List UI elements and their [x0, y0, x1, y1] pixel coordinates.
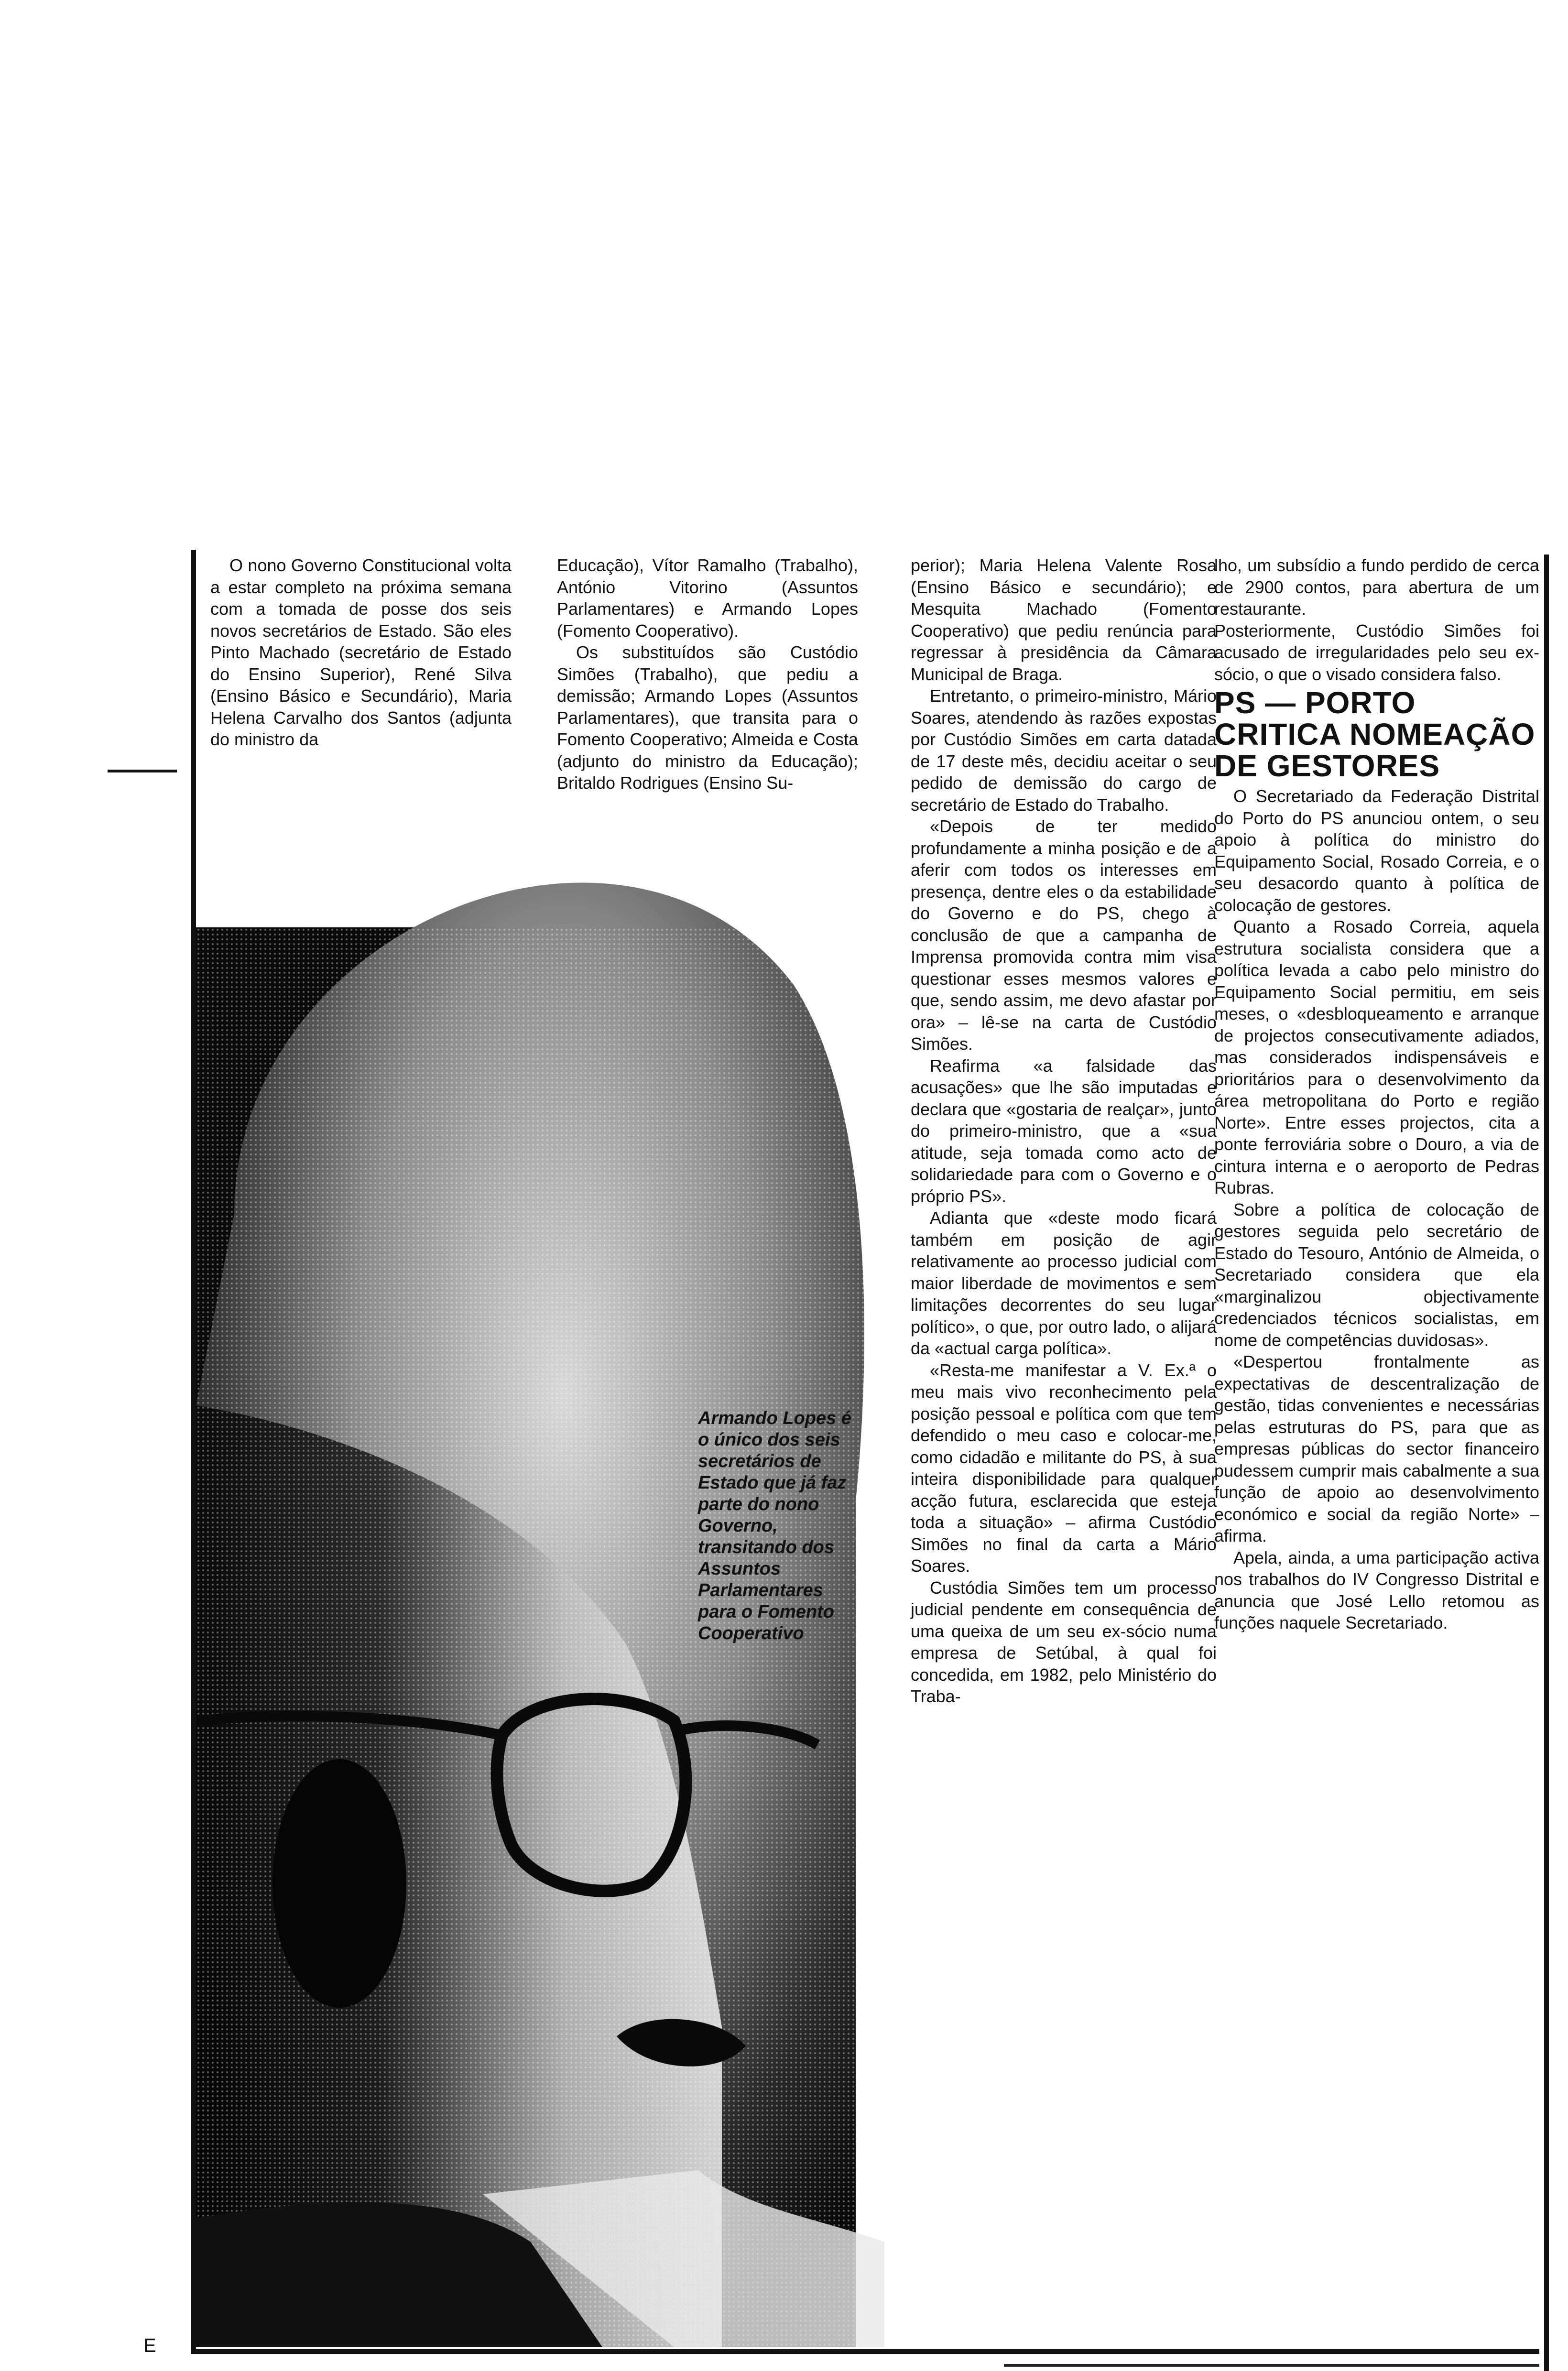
margin-dash [108, 770, 177, 772]
paragraph: Entretanto, o primeiro-ministro, Mário Soares, atendendo às razões expostas por Custódio Simões em carta datada de 17 deste mês, decidiu aceitar o seu pedido de demissão do cargo de secretário de Estado do Trabalho. [911, 686, 1217, 815]
paragraph: lho, um subsídio a fundo perdido de cerca de 2900 contos, para abertura de um restaurante. [1214, 555, 1539, 619]
article-column-4 [1214, 555, 1539, 1634]
paragraph: O Secretariado da Federação Distrital do Porto do PS anunciou ontem, o seu apoio à política do ministro do Equipamento Social, Rosado Correia, e o seu desacordo quanto à política de colocação de gestores. [1214, 786, 1539, 915]
article-column-1 [210, 555, 512, 750]
paragraph: Quanto a Rosado Correia, aquela estrutura socialista considera que a política levada a cabo pelo ministro do Equipamento Social permitiu, em seis meses, o «desbloqueamento e arranque de projectos consecutivamente adiados, mas considerados indispensáveis e prioritários para o desenvolvimento da área metropolitana do Porto e região Norte». Entre esses projectos, cita a ponte ferroviária sobre o Douro, a via de cintura interna e o aeroporto de Pedras Rubras. [1214, 917, 1539, 1197]
paragraph: «Depois de ter medido profundamente a minha posição e de a aferir com todos os interesses em presença, dentre eles o da estabilidade do Governo e do PS, chego à conclusão de que a campanha de Imprensa promovida contra mim visa questionar esses mesmos valores e que, sendo assim, me devo afastar por ora» – lê-se na carta de Custódio Simões. [911, 816, 1217, 1054]
paragraph: Educação), Vítor Ramalho (Trabalho), António Vitorino (Assuntos Parlamentares) e Armando Lopes (Fomento Cooperativo). [557, 555, 858, 641]
paragraph: Adianta que «deste modo ficará também em posição de agir relativamente ao processo judicial com maior liberdade de movimentos e sem limitações decorrentes do seu lugar político», o que, por outro lado, o alijará da «actual carga política». [911, 1208, 1217, 1358]
article-column-2 [557, 555, 858, 794]
section-headline: PS — PORTO CRITICA NOMEAÇÃO DE GESTORES [1214, 685, 1535, 783]
right-frame-rule [1544, 555, 1549, 2371]
left-frame-rule [191, 550, 196, 2352]
paragraph: perior); Maria Helena Valente Rosa (Ensino Básico e secundário); e Mesquita Machado (Fomento Cooperativo) que pediu renúncia para regressar à presidência da Câmara Municipal de Braga. [911, 555, 1217, 684]
paragraph: «Resta-me manifestar a V. Ex.ª o meu mais vivo reconhecimento pela posição pessoal e política com que tem defendido o meu caso e colocar-me, como cidadão e militante do PS, à sua inteira disponibilidade para qualquer acção futura, esclarecida que esteja toda a situação» – afirma Custódio Simões no final da carta a Mário Soares. [911, 1360, 1217, 1576]
photo-caption: Armando Lopes é o único dos seis secretários de Estado que já faz parte do nono Governo, transitando dos Assuntos Parlamentares para o Fomento Cooperativo [698, 1408, 851, 1643]
paragraph: Reafirma «a falsidade das acusações» que lhe são imputadas e declara que «gostaria de realçar», junto do primeiro-ministro, que a «sua atitude, seja tomada como acto de solidariedade para com o Governo e o próprio PS». [911, 1055, 1217, 1206]
article-column-3 [911, 555, 1217, 1708]
paragraph: Apela, ainda, a uma participação activa nos trabalhos do IV Congresso Distrital e anuncia que José Lello retomou as funções naquele Secretariado. [1214, 1547, 1539, 1632]
paragraph: Custódia Simões tem um processo judicial pendente em consequência de uma queixa de um seu ex-sócio numa empresa de Setúbal, à qual foi concedida, em 1982, pelo Ministério do Traba- [911, 1577, 1217, 1706]
paragraph: Sobre a política de colocação de gestores seguida pelo secretário de Estado do Tesouro, António de Almeida, o Secretariado considera que ela «marginalizou objectivamente credenciados técnicos socialistas, em nome de competências duvidosas». [1214, 1199, 1539, 1350]
paragraph: Os substituídos são Custódio Simões (Trabalho), que pediu a demissão; Armando Lopes (Assuntos Parlamentares), que transita para o Fomento Cooperativo; Almeida e Costa (adjunto do ministro da Educação); Britaldo Rodrigues (Ensino Su- [557, 642, 858, 793]
paragraph: O nono Governo Constitucional volta a estar completo na próxima semana com a tomada de posse dos seis novos secretários de Estado. São eles Pinto Machado (secretário de Estado do Ensino Superior), René Silva (Ensino Básico e Secundário), Maria Helena Carvalho dos Santos (adjunta do ministro da [210, 555, 512, 749]
corner-mark: E [143, 2335, 156, 2356]
paragraph: Posteriormente, Custódio Simões foi acusado de irregularidades pelo seu ex-sócio, o que o visado considera falso. [1214, 620, 1539, 684]
bottom-secondary-rule [1004, 2364, 1539, 2367]
bottom-frame-rule [191, 2349, 1539, 2354]
paragraph: «Despertou frontalmente as expectativas de descentralização de gestão, tidas convenientes e necessárias pelas estruturas do PS, para que as empresas públicas do sector financeiro pudessem cumprir mais cabalmente a sua função de apoio ao desenvolvimento económico e social da região Norte» – afirma. [1214, 1352, 1539, 1545]
